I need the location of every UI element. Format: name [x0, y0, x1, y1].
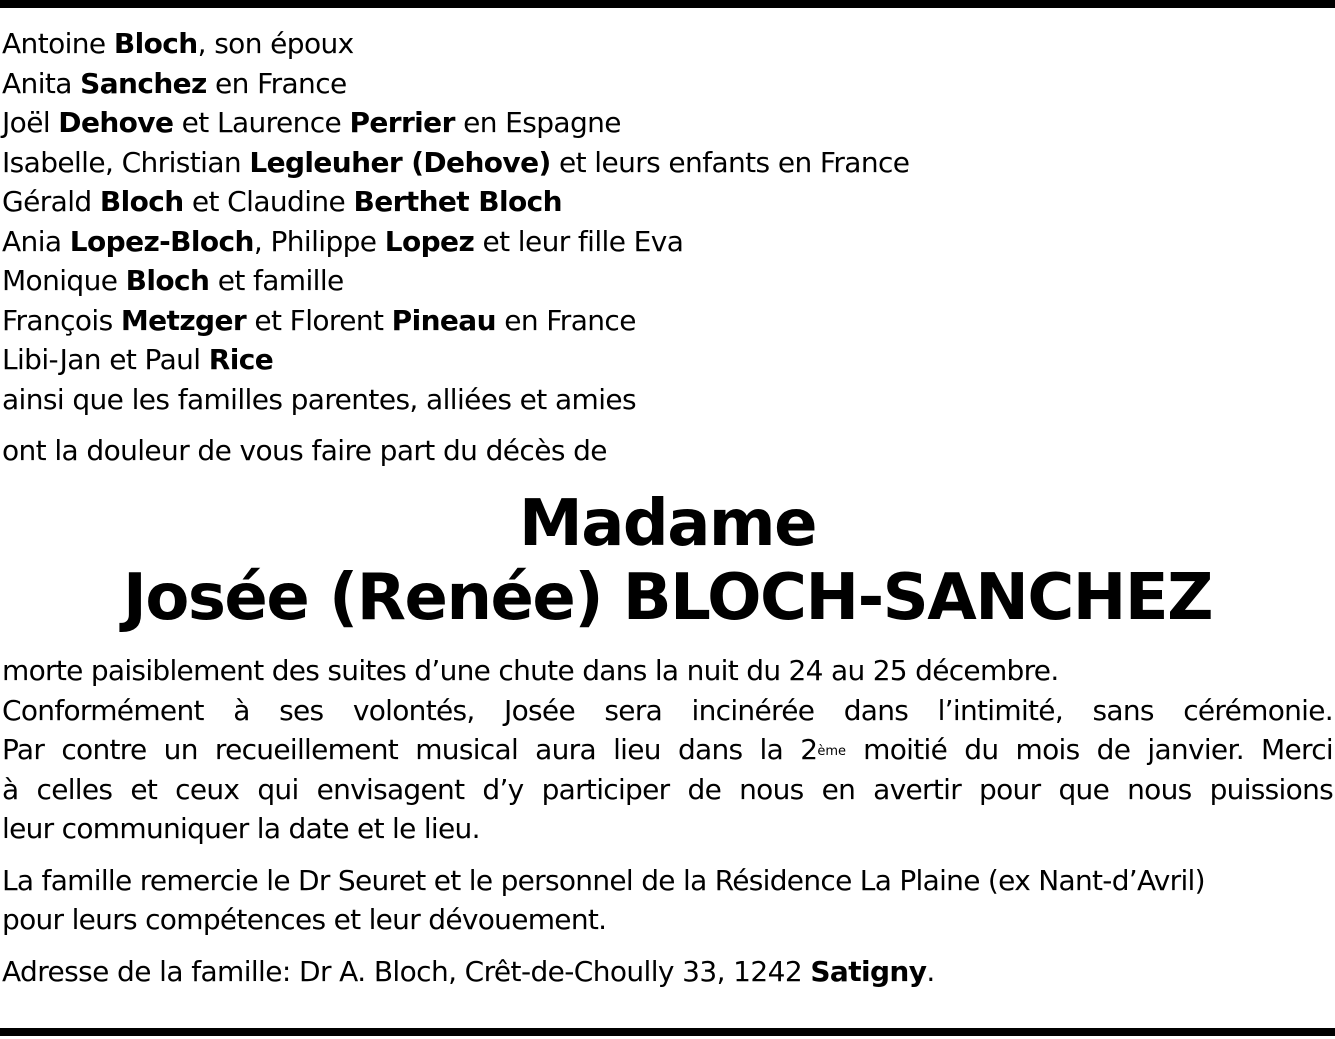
body-line: Conformément à ses volontés, Josée sera incinérée dans l’intimité, sans cérémonie. — [2, 693, 1333, 727]
relative-line: Anita Sanchez en France — [2, 66, 347, 100]
address-city: Satigny — [810, 954, 927, 988]
top-rule — [0, 0, 1335, 8]
relative-surname: Bloch — [125, 264, 210, 297]
deceased-name-block — [2, 487, 1333, 635]
relative-surname: Berthet Bloch — [353, 185, 562, 218]
relative-line: Libi-Jan et Paul Rice — [2, 343, 274, 376]
relative-line: Joël Dehove et Laurence Perrier en Espagne — [2, 106, 621, 139]
body-line: morte paisiblement des suites d’une chute dans la nuit du 24 au 25 décembre. — [2, 654, 1059, 687]
body-line: Par contre un recueillement musical aura lieu dans la 2ème moitié du mois de janvier. Merci — [2, 733, 1333, 766]
relative-surname: Pineau — [391, 303, 496, 337]
relative-surname: Lopez-Bloch — [69, 224, 254, 258]
ordinal-suffix: ème — [817, 744, 847, 759]
relative-line: Ania Lopez-Bloch, Philippe Lopez et leur fille Eva — [2, 224, 684, 258]
relative-surname: Bloch — [113, 27, 198, 60]
relative-surname: Perrier — [349, 106, 455, 139]
relative-surname: Dehove — [58, 106, 174, 139]
thanks-paragraph — [2, 861, 1333, 940]
bottom-rule — [0, 1028, 1335, 1036]
relative-surname: Sanchez — [80, 66, 207, 100]
relative-line: Isabelle, Christian Legleuher (Dehove) et leurs enfants en France — [2, 145, 910, 179]
relative-line: Gérald Bloch et Claudine Berthet Bloch — [2, 185, 562, 218]
body-line: à celles et ceux qui envisagent d’y participer de nous en avertir pour que nous puissions — [2, 772, 1333, 806]
deceased-title: Madame — [519, 487, 816, 561]
death-notice — [2, 24, 1333, 992]
announcement-intro: ont la douleur de vous faire part du décès de — [2, 434, 607, 467]
relatives-list — [2, 24, 1333, 419]
thanks-line: pour leurs compétences et leur dévouement. — [2, 903, 607, 936]
thanks-line: La famille remercie le Dr Seuret et le personnel de la Résidence La Plaine (ex Nant-d’Avril) — [2, 863, 1205, 897]
family-address: Adresse de la famille: Dr A. Bloch, Crêt-de-Choully 33, 1242 Satigny. — [2, 954, 935, 988]
relative-line: Antoine Bloch, son époux — [2, 27, 354, 60]
relative-line: François Metzger et Florent Pineau en France — [2, 303, 636, 337]
relative-surname: Bloch — [99, 185, 184, 218]
relative-surname: Legleuher (Dehove) — [249, 145, 551, 179]
relatives-closing-line: ainsi que les familles parentes, alliées et amies — [2, 382, 637, 416]
body-line: leur communiquer la date et le lieu. — [2, 812, 480, 845]
relative-line: Monique Bloch et famille — [2, 264, 344, 297]
relative-surname: Lopez — [384, 224, 475, 258]
relative-surname: Rice — [208, 343, 274, 376]
relative-surname: Metzger — [120, 303, 247, 337]
deceased-name: Josée (Renée) BLOCH-SANCHEZ — [123, 561, 1212, 635]
notice-body — [2, 651, 1333, 849]
